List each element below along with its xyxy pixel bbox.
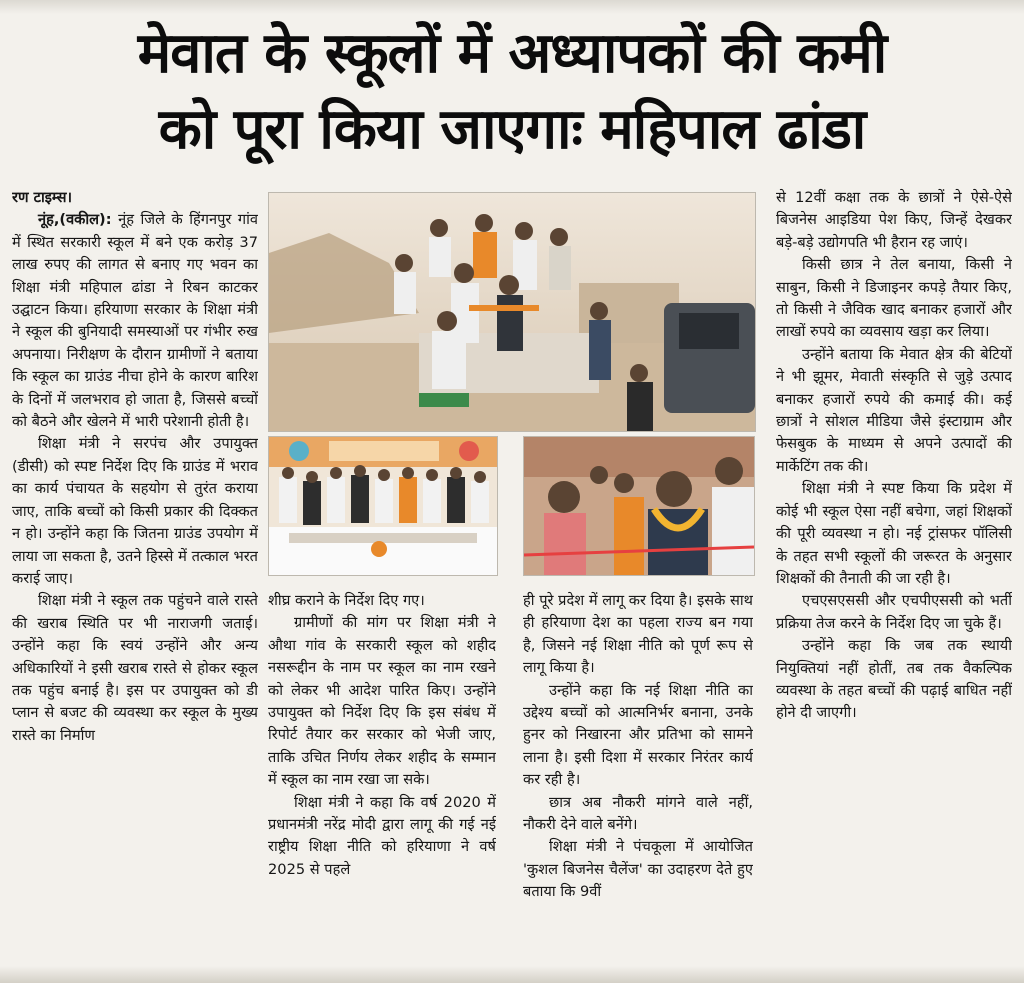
agency-credit: रण टाइम्स। xyxy=(12,189,73,206)
paragraph: शिक्षा मंत्री ने सरपंच और उपायुक्त (डीसी) को स्पष्ट निर्देश दिए कि ग्राउंड में भराव का कार्य पंचायत के सहयोग से तुरंत कराया जाए, ताकि बच्चों को किसी प्रकार की दिक्कत न हो। उन्होंने कहा कि जितना ग्राउंड उपयोग में लाया जा सकता है, उतने हिस्से में तत्काल भरत कराई जाए। xyxy=(12,435,258,587)
bottom-page-edge xyxy=(0,966,1024,983)
article-column-4 xyxy=(776,187,1012,963)
paragraph: ग्रामीणों की मांग पर शिक्षा मंत्री ने औथा गांव के सरकारी स्कूल को शहीद नसरूद्दीन के नाम पर स्कूल का नाम रखने को लेकर भी आदेश पारित किए। उन्होंने उपायुक्त को निर्देश दिए कि इस संबंध में रिपोर्ट तैयार कर सरकार को भेजी जाए, ताकि उचित निर्णय लेकर शहीद के सम्मान में स्कूल का नाम रखा जा सके। xyxy=(268,614,496,789)
paragraph: छात्र अब नौकरी मांगने वाले नहीं, नौकरी देने वाले बनेंगे। xyxy=(523,793,753,834)
event-stage-photo xyxy=(268,436,498,576)
photo-illustration xyxy=(524,437,754,575)
article-column-2 xyxy=(268,590,496,964)
top-page-edge xyxy=(0,0,1024,14)
paragraph: उन्होंने बताया कि मेवात क्षेत्र की बेटियों ने भी झूमर, मेवाती संस्कृति से जुड़े उत्पाद बनाकर हजारों रुपये की कमाई की। कई छात्रों ने सोशल मीडिया जैसे इंस्टाग्राम और फेसबुक के माध्यम से अपने उत्पादों की मार्केटिंग तक की। xyxy=(776,345,1012,475)
paragraph: शीघ्र कराने के निर्देश दिए गए। xyxy=(268,592,425,609)
paragraph: उन्होंने कहा कि जब तक स्थायी नियुक्तियां नहीं होतीं, तब तक वैकल्पिक व्यवस्था के तहत बच्चों की पढ़ाई बाधित नहीं होने दी जाएगी। xyxy=(776,637,1012,722)
headline xyxy=(10,16,1014,168)
paragraph-text: नूंह जिले के हिंगनपुर गांव में स्थित सरकारी स्कूल में बने एक करोड़ 37 लाख रुपए की लागत से बनाए गए भवन का शिक्षा मंत्री महिपाल ढांडा ने रिबन काटकर उद्घाटन किया। हरियाणा सरकार के शिक्षा मंत्री ने स्कूल की बुनियादी समस्याओं पर गंभीर रुख अपनाया। निरीक्षण के दौरान ग्रामीणों ने बताया कि स्कूल का ग्राउंड नीचा होने के कारण बारिश के दिनों में जलभराव हो जाता है, जिससे बच्चों को बैठने और खेलने में भारी परेशानी होती है। xyxy=(12,211,258,431)
paragraph: शिक्षा मंत्री ने स्कूल तक पहुंचने वाले रास्ते की खराब स्थिति पर भी नाराजगी जताई। उन्होंने कहा कि स्वयं उन्होंने और अन्य अधिकारियों ने इसी खराब रास्ते से होकर स्कूल तक पहुंच बनाई है। इस पर उपायुक्त को डी प्लान से बजट की व्यवस्था कर स्कूल के मुख्य रास्ते का निर्माण xyxy=(12,592,258,744)
headline-line-1: मेवात के स्कूलों में अध्यापकों की कमी xyxy=(137,21,887,86)
dateline: नूंह,(वकील): xyxy=(38,211,112,229)
paragraph: से 12वीं कक्षा तक के छात्रों ने ऐसे-ऐसे बिजनेस आइडिया पेश किए, जिन्हें देखकर बड़े-बड़े उद्योगपति भी हैरान रह जाएं। xyxy=(776,189,1012,251)
paragraph: उन्होंने कहा कि नई शिक्षा नीति का उद्देश्य बच्चों को आत्मनिर्भर बनाना, उनके हुनर को निखारना और प्रतिभा को सामने लाना है। इसी दिशा में सरकार निरंतर कार्य कर रही है। xyxy=(523,681,753,789)
article-column-3 xyxy=(523,590,753,964)
paragraph: शिक्षा मंत्री ने स्पष्ट किया कि प्रदेश में कोई भी स्कूल ऐसा नहीं बचेगा, जहां शिक्षकों की पूरी व्यवस्था न हो। नई ट्रांसफर पॉलिसी के तहत सभी स्कूलों की जरूरत के अनुसार शिक्षकों की तैनाती की जा रही है। xyxy=(776,480,1012,587)
photo-illustration xyxy=(269,437,497,575)
article-column-1 xyxy=(12,187,258,963)
paragraph: ही पूरे प्रदेश में लागू कर दिया है। इसके साथ ही हरियाणा देश का पहला राज्य बन गया है, जिसने नई शिक्षा नीति को पूर्ण रूप से लागू किया है। xyxy=(523,592,753,677)
paragraph: किसी छात्र ने तेल बनाया, किसी ने साबुन, किसी ने डिजाइनर कपड़े तैयार किए, तो किसी ने जैविक खाद बनाकर हजारों और लाखों रुपये का व्यवसाय खड़ा कर लिया। xyxy=(776,256,1012,341)
photo-illustration xyxy=(269,193,755,431)
paragraph: शिक्षा मंत्री ने पंचकूला में आयोजित 'कुशल बिजनेस चैलेंज' का उदाहरण देते हुए बताया कि 9वीं xyxy=(523,838,753,901)
paragraph: एचएसएससी और एचपीएससी को भर्ती प्रक्रिया तेज करने के निर्देश दिए जा चुके हैं। xyxy=(776,592,1012,632)
paragraph: शिक्षा मंत्री ने कहा कि वर्ष 2020 में प्रधानमंत्री नरेंद्र मोदी द्वारा लागू की गई नई राष्ट्रीय शिक्षा नीति को हरियाणा ने वर्ष 2025 से पहले xyxy=(268,793,496,878)
paragraph xyxy=(12,209,258,433)
main-photo-rooftop-crowd xyxy=(268,192,756,432)
headline-line-2: को पूरा किया जाएगाः महिपाल ढांडा xyxy=(158,97,866,162)
ribbon-cutting-photo xyxy=(523,436,755,576)
